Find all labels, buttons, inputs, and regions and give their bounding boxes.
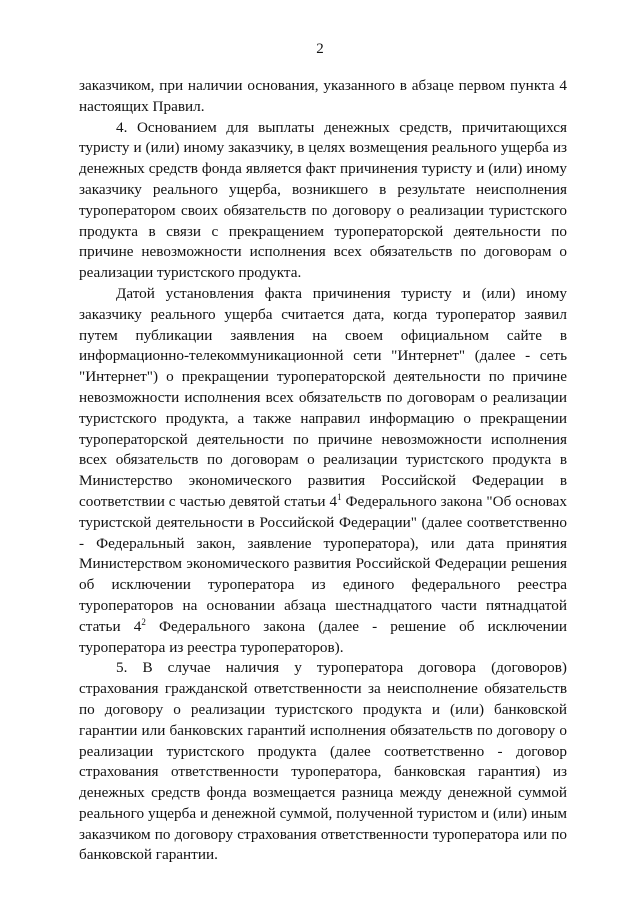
paragraph-text-part: Федерального закона "Об основах туристской деятельности в Российской Федерации" (далее соответственно - Федеральный закон, заявление туроператора), или дата принятия Министерством экономического развития Российской Федерации решения об исключении туроператора из единого федерального реестра туроператоров на основании абзаца шестнадцатого части пятнадцатой статьи 4 — [79, 492, 567, 635]
superscript-article-ref: 2 — [141, 616, 146, 627]
paragraph-item-5: 5. В случае наличия у туроператора договора (договоров) страхования гражданской ответственности за неисполнение обязательств по договору о реализации туристского продукта и (или) банковской гарантии или банковских гарантий исполнения обязательств по договору о реализации туристского продукта (далее соответственно - договор страхования ответственности туроператора, банковская гарантия) из денежных средств фонда возмещается разница между денежной суммой реального ущерба и денежной суммой, полученной туристом и (или) иным заказчиком по договору страхования ответственности туроператора или по банковской гарантии. — [79, 659, 567, 864]
paragraph-text-part: Датой установления факта причинения туристу и (или) иному заказчику реального ущерба считается дата, когда туроператор заявил путем публикации заявления на своем официальном сайте в информационно-телекоммуникационной сети "Интернет" (далее - сеть "Интернет") о прекращении туроператорской деятельности по причине невозможности исполнения всех обязательств по договорам о реализации туристского продукта, а также направил информацию о прекращении туроператорской деятельности по причине невозможности исполнения всех обязательств по договорам о реализации туристского продукта в Министерство экономического развития Российской Федерации в соответствии с частью девятой статьи 4 — [79, 284, 567, 510]
page-number: 2 — [316, 41, 324, 57]
paragraph-text-part: Федерального закона (далее - решение об исключении туроператора из реестра туроператоров). — [79, 617, 567, 656]
superscript-article-ref: 1 — [337, 491, 342, 502]
paragraph-continuation: заказчиком, при наличии основания, указанного в абзаце первом пункта 4 настоящих Правил. — [79, 77, 567, 115]
paragraph-date-of-damage — [79, 284, 567, 658]
document-body — [79, 76, 567, 866]
paragraph-item-4: 4. Основанием для выплаты денежных средств, причитающихся туристу и (или) иному заказчику, в целях возмещения реального ущерба из денежных средств фонда является факт причинения туристу и (или) иному заказчику реального ущерба, возникшего в результате неисполнения туроператором своих обязательств по договору о реализации туристского продукта в связи с прекращением туроператорской деятельности по причине невозможности исполнения всех обязательств по договорам о реализации туристского продукта. — [79, 118, 567, 282]
